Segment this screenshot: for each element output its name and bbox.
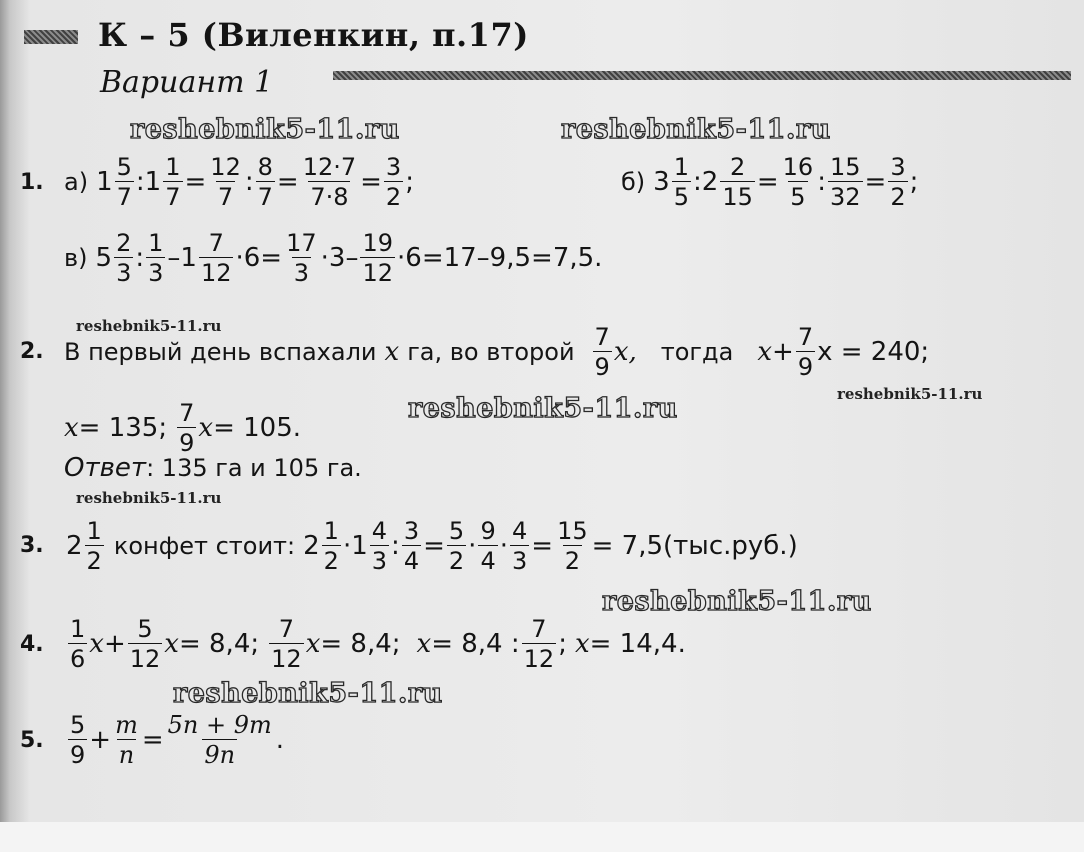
fraction: $\frac{1}{2}$	[323, 517, 339, 575]
problem-1c: в) 5 $\frac{2}{3}$ : $\frac{1}{3}$ – 1 $\frac{7}{12}$ ·6 = $\frac{17}{3}$ ·3 – $\frac{19}{12}$ ·6 =17–9,5=7,5.	[64, 229, 603, 287]
whole-part: 2	[303, 531, 320, 561]
problem-5: $\frac{5}{9}$ + $\frac{m}{n}$ = $\frac{5n + 9m}{9n}$ .	[70, 711, 285, 769]
problem-2-line-2: x = 135; $\frac{7}{9}$ x = 105.	[64, 399, 302, 457]
fraction: $\frac{16}{5}$	[782, 153, 814, 211]
watermark: reshebnik5-11.ru	[561, 114, 831, 145]
variant-title: Вариант 1	[100, 65, 274, 100]
fraction: $\frac{12}{7}$	[210, 153, 241, 211]
answer-label: Ответ	[64, 453, 147, 483]
fraction: $\frac{12\cdot 7}{7\cdot 8}$	[302, 153, 357, 211]
fraction: $\frac{2}{3}$	[116, 229, 132, 287]
problem-number: 4.	[20, 632, 44, 657]
fraction: $\frac{1}{3}$	[148, 229, 164, 287]
item-label: в)	[64, 244, 88, 272]
problem-number: 5.	[20, 728, 44, 753]
problem-4: $\frac{1}{6}$ x + $\frac{5}{12}$ x = 8,4; $\frac{7}{12}$ x = 8,4; x = 8,4 : $\frac{7}{12}$ ; x = 14,4.	[70, 615, 686, 673]
whole-part: 5	[95, 243, 113, 273]
problem-2-answer	[64, 448, 362, 488]
fraction: $\frac{7}{12}$	[271, 615, 302, 673]
fraction: $\frac{4}{3}$	[511, 517, 528, 575]
problem-number: 1.	[20, 170, 44, 195]
answer-text: : 135 га и 105 га.	[146, 454, 362, 482]
fraction: $\frac{5}{9}$	[70, 711, 86, 769]
item-label: б)	[621, 168, 646, 196]
fraction: $\frac{7}{9}$	[594, 323, 610, 381]
fraction: $\frac{3}{4}$	[403, 517, 420, 575]
fraction: $\frac{7}{9}$	[797, 323, 814, 381]
fraction: $\frac{19}{12}$	[362, 229, 393, 287]
fraction: $\frac{4}{3}$	[371, 517, 388, 575]
fraction: $\frac{15}{2}$	[557, 517, 588, 575]
item-label: а)	[64, 168, 89, 196]
fraction: $\frac{15}{32}$	[829, 153, 861, 211]
fraction: $\frac{1}{6}$	[70, 615, 86, 673]
fraction: $\frac{1}{7}$	[165, 153, 181, 211]
fraction: $\frac{5}{12}$	[129, 615, 161, 673]
fraction: $\frac{5}{7}$	[116, 153, 132, 211]
watermark: reshebnik5-11.ru	[602, 586, 872, 617]
watermark: reshebnik5-11.ru	[173, 678, 443, 709]
fraction: $\frac{3}{2}$	[385, 153, 402, 211]
fraction: $\frac{7}{12}$	[523, 615, 555, 673]
problem-1b: б) 3 $\frac{1}{5}$ : 2 $\frac{2}{15}$ = $\frac{16}{5}$ : $\frac{15}{32}$ = $\frac{3}{2}$ ;	[621, 153, 919, 211]
fraction: $\frac{3}{2}$	[890, 153, 906, 211]
fraction: $\frac{8}{7}$	[257, 153, 273, 211]
fraction: $\frac{5}{2}$	[448, 517, 465, 575]
watermark: reshebnik5-11.ru	[76, 317, 222, 335]
problem-1a: а) 1 $\frac{5}{7}$ : 1 $\frac{1}{7}$ = $\frac{12}{7}$ : $\frac{8}{7}$ = $\frac{12\cdot 7}{7\cdot 8}$ = $\frac{3}{2}$ ;	[64, 153, 414, 211]
problem-3: 2 $\frac{1}{2}$ конфет стоит: 2 $\frac{1}{2}$ · 1 $\frac{4}{3}$ : $\frac{3}{4}$ = $\frac{5}{2}$ · $\frac{9}{4}$ · $\frac{4}{3}$ = $\frac{15}{2}$ = 7,5(тыс.руб.)	[66, 517, 798, 575]
problem-number: 2.	[20, 339, 44, 364]
page-title: К – 5 (Виленкин, п.17)	[98, 16, 529, 54]
fraction: $\frac{7}{12}$	[200, 229, 232, 287]
watermark: reshebnik5-11.ru	[408, 393, 678, 424]
fraction: $\frac{2}{15}$	[722, 153, 753, 211]
problem-2-line-1: В первый день вспахали x га, во второй $\frac{7}{9}$ x, тогда x + $\frac{7}{9}$ x = 240;	[64, 323, 930, 381]
variant-rule	[333, 71, 1071, 80]
fraction: $\frac{7}{9}$	[179, 399, 195, 457]
whole-part: 2	[66, 531, 83, 561]
watermark: reshebnik5-11.ru	[837, 385, 983, 403]
fraction: $\frac{m}{n}$	[115, 711, 138, 769]
watermark: reshebnik5-11.ru	[130, 114, 400, 145]
fraction: $\frac{1}{5}$	[673, 153, 689, 211]
whole-part: 1	[351, 531, 368, 561]
header-marker-bar	[24, 30, 78, 44]
fraction: $\frac{9}{4}$	[480, 517, 496, 575]
fraction: $\frac{5n + 9m}{9n}$	[167, 711, 272, 769]
whole-part: 3	[653, 167, 670, 197]
whole-part: 2	[701, 167, 719, 197]
whole-part: 1	[96, 167, 113, 197]
whole-part: 1	[180, 243, 197, 273]
problem-number: 3.	[20, 533, 44, 558]
whole-part: 1	[144, 167, 162, 197]
fraction: $\frac{17}{3}$	[286, 229, 317, 287]
fraction: $\frac{1}{2}$	[86, 517, 102, 575]
watermark: reshebnik5-11.ru	[76, 489, 222, 507]
